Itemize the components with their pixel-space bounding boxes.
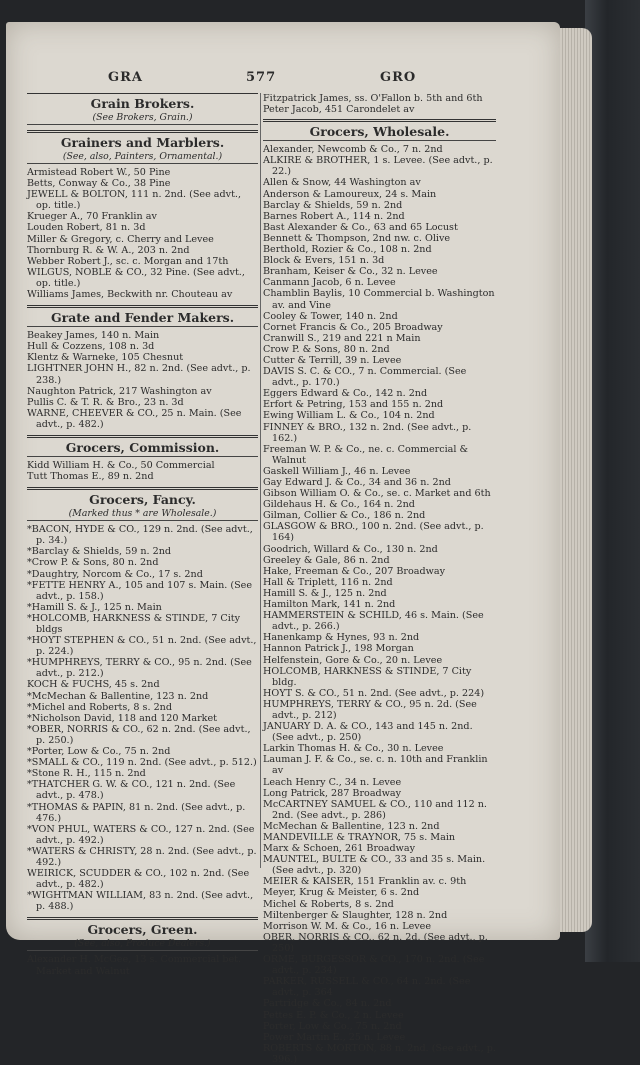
directory-entry: Cutter & Terrill, 39 n. Levee — [263, 354, 402, 366]
directory-entry: HAMMERSTEIN & SCHILD, 46 s. Main. (See advt., p. 266.) — [263, 610, 484, 633]
heading-rule — [27, 163, 258, 164]
directory-section — [27, 93, 258, 125]
directory-entry: *BACON, HYDE & CO., 129 n. 2nd. (See advt., p. 34.) — [27, 524, 253, 547]
directory-entry: Miller & Gregory, c. Cherry and Levee — [27, 233, 214, 245]
section-title: Grain Brokers. — [90, 96, 195, 111]
directory-entry: Miltenberger & Slaughter, 128 n. 2nd — [263, 909, 448, 921]
directory-entry: JANUARY D. A. & CO., 143 and 145 n. 2nd. (See advt., p. 250) — [263, 721, 473, 744]
directory-entry: Louden Robert, 81 n. 3d — [27, 222, 146, 234]
directory-entry: OBER, NORRIS & CO., 62 n. 2d. (See advt., p. 250) — [263, 931, 488, 954]
directory-section — [27, 435, 258, 482]
directory-entry: *Crow P. & Sons, 80 n. 2nd — [27, 557, 159, 569]
directory-entry: Gildehaus H. & Co., 164 n. 2nd — [263, 499, 415, 511]
directory-entry: *Porter, Low & Co., 75 n. 2nd — [27, 746, 171, 758]
directory-entry: Cranwill S., 219 and 221 n Main — [263, 332, 421, 344]
directory-entry: Peter Jacob, 451 Carondelet av — [263, 104, 415, 116]
section-note: (See Brokers, Grain.) — [92, 112, 193, 123]
directory-entry: *OBER, NORRIS & CO., 62 n. 2nd. (See advt., p. 250.) — [27, 723, 251, 746]
directory-entry: Branham, Keiser & Co., 32 n. Levee — [263, 266, 438, 278]
section-heading — [27, 917, 258, 951]
section-heading — [27, 130, 258, 164]
directory-entry: Canmann Jacob, 6 n. Levee — [263, 277, 396, 289]
section-note: (Marked thus * are Wholesale.) — [68, 508, 217, 520]
directory-entry: Eggers Edward & Co., 142 n. 2nd — [263, 388, 428, 400]
directory-entry: Hull & Cozzens, 108 n. 3d — [27, 341, 155, 353]
directory-section — [27, 305, 258, 430]
heading-rule — [27, 124, 258, 125]
directory-entry: DAVIS S. C. & CO., 7 n. Commercial. (See advt., p. 170.) — [263, 366, 467, 389]
directory-entry: Pullis C. & T. R. & Bro., 23 n. 3d — [27, 396, 184, 408]
heading-rule — [27, 950, 258, 951]
section-title: Grocers, Fancy. — [89, 492, 196, 508]
heading-rule — [263, 140, 496, 141]
section-title: Grocers, Green. — [87, 922, 198, 938]
directory-entry: PARKER, RUSSELL & CO., 64 n. 2nd. (See advt., p. 364 — [263, 976, 471, 999]
directory-entry: *McMechan & Ballentine, 123 n. 2nd — [27, 690, 209, 702]
directory-entry: Bennett & Thompson, 2nd nw. c. Olive — [263, 232, 451, 244]
directory-entry: Tutt Thomas E., 89 n. 2nd — [27, 471, 154, 483]
directory-entry: Fitzpatrick James, ss. O'Fallon b. 5th and 6th — [263, 93, 483, 104]
section-note: (See, also, Painters, Ornamental.) — [62, 151, 223, 162]
directory-entry: Lauman J. F. & Co., se. c. n. 10th and Franklin av — [263, 754, 488, 777]
directory-entry: Freeman W. P. & Co., ne. c. Commercial & Walnut — [263, 443, 469, 466]
directory-entry: Michel & Roberts, 8 s. 2nd — [263, 898, 394, 910]
directory-entry: Allen & Snow, 44 Washington av — [263, 177, 421, 189]
directory-entry: Partridge & Co., 84 n. 2nd — [263, 998, 392, 1010]
directory-entry: JEWELL & BOLTON, 111 n. 2nd. (See advt., op. title.) — [27, 189, 242, 212]
section-heading — [27, 435, 258, 457]
directory-entry: McMechan & Ballentine, 123 n. 2nd — [263, 820, 440, 832]
book-spine — [585, 0, 640, 962]
directory-entry: Porter, Low & Co., 75 n. 2nd — [263, 1020, 402, 1032]
directory-entry: Gibson William O. & Co., se. c. Market and 6th — [263, 488, 491, 500]
directory-entry: FINNEY & BRO., 132 n. 2nd. (See advt., p. 162.) — [263, 421, 472, 444]
directory-entry: Greeley & Gale, 86 n. 2nd — [263, 554, 390, 566]
heading-rule — [27, 456, 258, 457]
directory-entry: *HOYT STEPHEN & CO., 51 n. 2nd. (See advt., p. 224.) — [27, 635, 257, 658]
directory-entry: Leach Henry C., 34 n. Levee — [263, 776, 402, 788]
directory-entry: Barnes Robert A., 114 n. 2nd — [263, 210, 405, 222]
directory-entry: Long Patrick, 287 Broadway — [263, 787, 402, 799]
directory-entry: WEIRICK, SCUDDER & CO., 102 n. 2nd. (See advt., p. 482.) — [27, 868, 250, 891]
directory-entry: Thornburg R. & W. A., 203 n. 2nd — [27, 244, 190, 256]
directory-entry: Morrison W. M. & Co., 16 n. Levee — [263, 920, 432, 932]
directory-entry: GLASGOW & BRO., 100 n. 2nd. (See advt., p. 164) — [263, 521, 484, 544]
directory-entry: Alexander H. McGee, 13 s. Commercial bet. Market and Walnut — [27, 954, 242, 977]
section-heading — [27, 305, 258, 327]
running-head-right: GRO — [380, 70, 417, 85]
directory-entry: Anderson & Lamoureux, 24 s. Main — [263, 188, 437, 200]
section-heading — [263, 119, 496, 141]
directory-entry: Krueger A., 70 Franklin av — [27, 211, 157, 223]
directory-entry: MAUNTEL, BULTE & CO., 33 and 35 s. Main. (See advt., p. 320) — [263, 854, 486, 877]
directory-entry: Hamill S. & J., 125 n. 2nd — [263, 587, 387, 599]
directory-entry: *Barclay & Shields, 59 n. 2nd — [27, 546, 172, 558]
directory-entry: *Michel and Roberts, 8 s. 2nd — [27, 701, 173, 713]
directory-entry: Kidd William H. & Co., 50 Commercial — [27, 459, 215, 471]
directory-entry: HOYT S. & CO., 51 n. 2nd. (See advt., p. 224) — [263, 687, 485, 699]
directory-entry: Gilman, Collier & Co., 186 n. 2nd — [263, 510, 426, 522]
heading-rule — [27, 520, 258, 521]
directory-entry: Helfenstein, Gore & Co., 20 n. Levee — [263, 654, 443, 666]
directory-entry: Berthold, Rozier & Co., 108 n. 2nd — [263, 244, 432, 256]
directory-entry: KOCH & FUCHS, 45 s. 2nd — [27, 679, 160, 691]
directory-entry: *HOLCOMB, HARKNESS & STINDE, 7 City bldgs — [27, 612, 241, 635]
directory-entry: *FETTE HENRY A., 105 and 107 s. Main. (See advt., p. 158.) — [27, 579, 253, 602]
directory-entry: Hake, Freeman & Co., 207 Broadway — [263, 565, 445, 577]
directory-entry: Hall & Triplett, 116 n. 2nd — [263, 576, 393, 588]
section-title: Grocers, Wholesale. — [309, 124, 450, 140]
directory-entry: *SMALL & CO., 119 n. 2nd. (See advt., p. 512.) — [27, 757, 257, 769]
directory-entry: *WATERS & CHRISTY, 28 n. 2nd. (See advt., p. 492.) — [27, 845, 257, 868]
directory-entry: Bast Alexander & Co., 63 and 65 Locust — [263, 221, 458, 233]
directory-entry: Cooley & Tower, 140 n. 2nd — [263, 310, 398, 322]
directory-entry: *THATCHER G. W. & CO., 121 n. 2nd. (See advt., p. 478.) — [27, 779, 236, 802]
directory-entry: WARNE, CHEEVER & CO., 25 n. Main. (See advt., p. 482.) — [27, 407, 242, 430]
directory-entry: Naughton Patrick, 217 Washington av — [27, 385, 212, 397]
right-column — [263, 93, 496, 1065]
directory-entry: Hamilton Mark, 141 n. 2nd — [263, 599, 396, 611]
running-head-left: GRA — [108, 70, 143, 85]
directory-entry: *Stone R. H., 115 n. 2nd — [27, 768, 146, 780]
directory-entry: MEIER & KAISER, 151 Franklin av. c. 9th — [263, 876, 467, 888]
directory-section — [27, 130, 258, 300]
directory-entry: Chamblin Baylis, 10 Commercial b. Washington av. and Vine — [263, 288, 495, 311]
directory-entry: Betts, Conway & Co., 38 Pine — [27, 178, 171, 190]
directory-entry: Goodrich, Willard & Co., 130 n. 2nd — [263, 543, 438, 555]
directory-entry: HOLCOMB, HARKNESS & STINDE, 7 City bldg. — [263, 665, 472, 688]
directory-entry: Erfort & Petring, 153 and 155 n. 2nd — [263, 399, 444, 411]
directory-entry: Hanenkamp & Hynes, 93 n. 2nd — [263, 632, 420, 644]
left-column — [27, 93, 258, 977]
directory-entry: WILGUS, NOBLE & CO., 32 Pine. (See advt., op. title.) — [27, 266, 245, 289]
directory-entry: *HUMPHREYS, TERRY & CO., 95 n. 2nd. (See advt., p. 212.) — [27, 657, 252, 680]
section-heading — [27, 93, 258, 125]
directory-entry: Meyer, Krug & Meister, 6 s. 2nd — [263, 887, 420, 899]
section-title: Grocers, Commission. — [65, 439, 220, 455]
section-title: Grainers and Marblers. — [60, 135, 225, 150]
directory-entry: Barclay & Shields, 59 n. 2nd — [263, 199, 403, 211]
directory-entry: Hannon Patrick J., 198 Morgan — [263, 643, 414, 655]
directory-entry: *Hamill S. & J., 125 n. Main — [27, 601, 162, 613]
directory-entry: Williams James, Beckwith nr. Chouteau av — [27, 289, 233, 301]
section-title: Grate and Fender Makers. — [50, 310, 235, 326]
directory-entry: LIGHTNER JOHN H., 82 n. 2nd. (See advt., p. 238.) — [27, 363, 251, 386]
directory-entry: Gay Edward J. & Co., 34 and 36 n. 2nd — [263, 477, 451, 488]
directory-entry: Armistead Robert W., 50 Pine — [27, 167, 171, 178]
directory-entry: McCARTNEY SAMUEL & CO., 110 and 112 n. 2nd. (See advt., p. 286) — [263, 798, 487, 821]
directory-entry: Webber Robert J., sc. c. Morgan and 17th — [27, 255, 229, 267]
directory-entry: ALKIRE & BROTHER, 1 s. Levee. (See advt., p. 22.) — [263, 155, 493, 178]
directory-section — [27, 487, 258, 912]
column-divider — [260, 93, 261, 868]
heading-rule — [27, 326, 258, 327]
section-note: (See, also, Produce Dealers.) — [74, 938, 211, 950]
directory-entry: ROBERTS & MORTON, 88 n. 2nd. (See advt., p. 396.) — [263, 1042, 496, 1065]
section-heading — [27, 487, 258, 521]
directory-entry: ORME, BURGESSOR & CO., 170 n. 2nd. (See advt., p. 234) — [263, 954, 485, 977]
directory-entry: MANDEVILLE & TRAYNOR, 75 s. Main — [263, 832, 456, 843]
directory-section — [27, 917, 258, 976]
directory-entry: Cornet Francis & Co., 205 Broadway — [263, 321, 443, 333]
directory-entry: Crow P. & Sons, 80 n. 2nd — [263, 343, 390, 355]
directory-entry: HUMPHREYS, TERRY & CO., 95 n. 2d. (See advt., p. 212) — [263, 698, 477, 721]
directory-entry: Klentz & Warneke, 105 Chesnut — [27, 352, 184, 364]
directory-entry: *WIGHTMAN WILLIAM, 83 n. 2nd. (See advt., p. 488.) — [27, 890, 254, 913]
directory-entry: Beakey James, 140 n. Main — [27, 330, 160, 342]
directory-entry: Ewing William L. & Co., 104 n. 2nd — [263, 410, 435, 422]
directory-entry: Power Martin E., 25 n. Levee — [263, 1031, 406, 1043]
directory-entry: Marx & Schoen, 261 Broadway — [263, 843, 416, 855]
page-number: 577 — [246, 70, 277, 85]
directory-entry: *Nicholson David, 118 and 120 Market — [27, 712, 218, 724]
directory-entry: Gaskell William J., 46 n. Levee — [263, 465, 411, 477]
directory-entry: *THOMAS & PAPIN, 81 n. 2nd. (See advt., p. 476.) — [27, 801, 246, 824]
directory-entry: Block & Evers, 151 n. 3d — [263, 255, 385, 267]
directory-entry: Alexander, Newcomb & Co., 7 n. 2nd — [263, 144, 443, 156]
directory-entry: Larkin Thomas H. & Co., 30 n. Levee — [263, 743, 444, 755]
directory-entry: Pettes E. P. & Co., 2 n. Levee — [263, 1009, 404, 1021]
directory-entry: *Daughtry, Norcom & Co., 17 s. 2nd — [27, 568, 203, 580]
directory-entry: *VON PHUL, WATERS & CO., 127 n. 2nd. (See advt., p. 492.) — [27, 823, 255, 846]
